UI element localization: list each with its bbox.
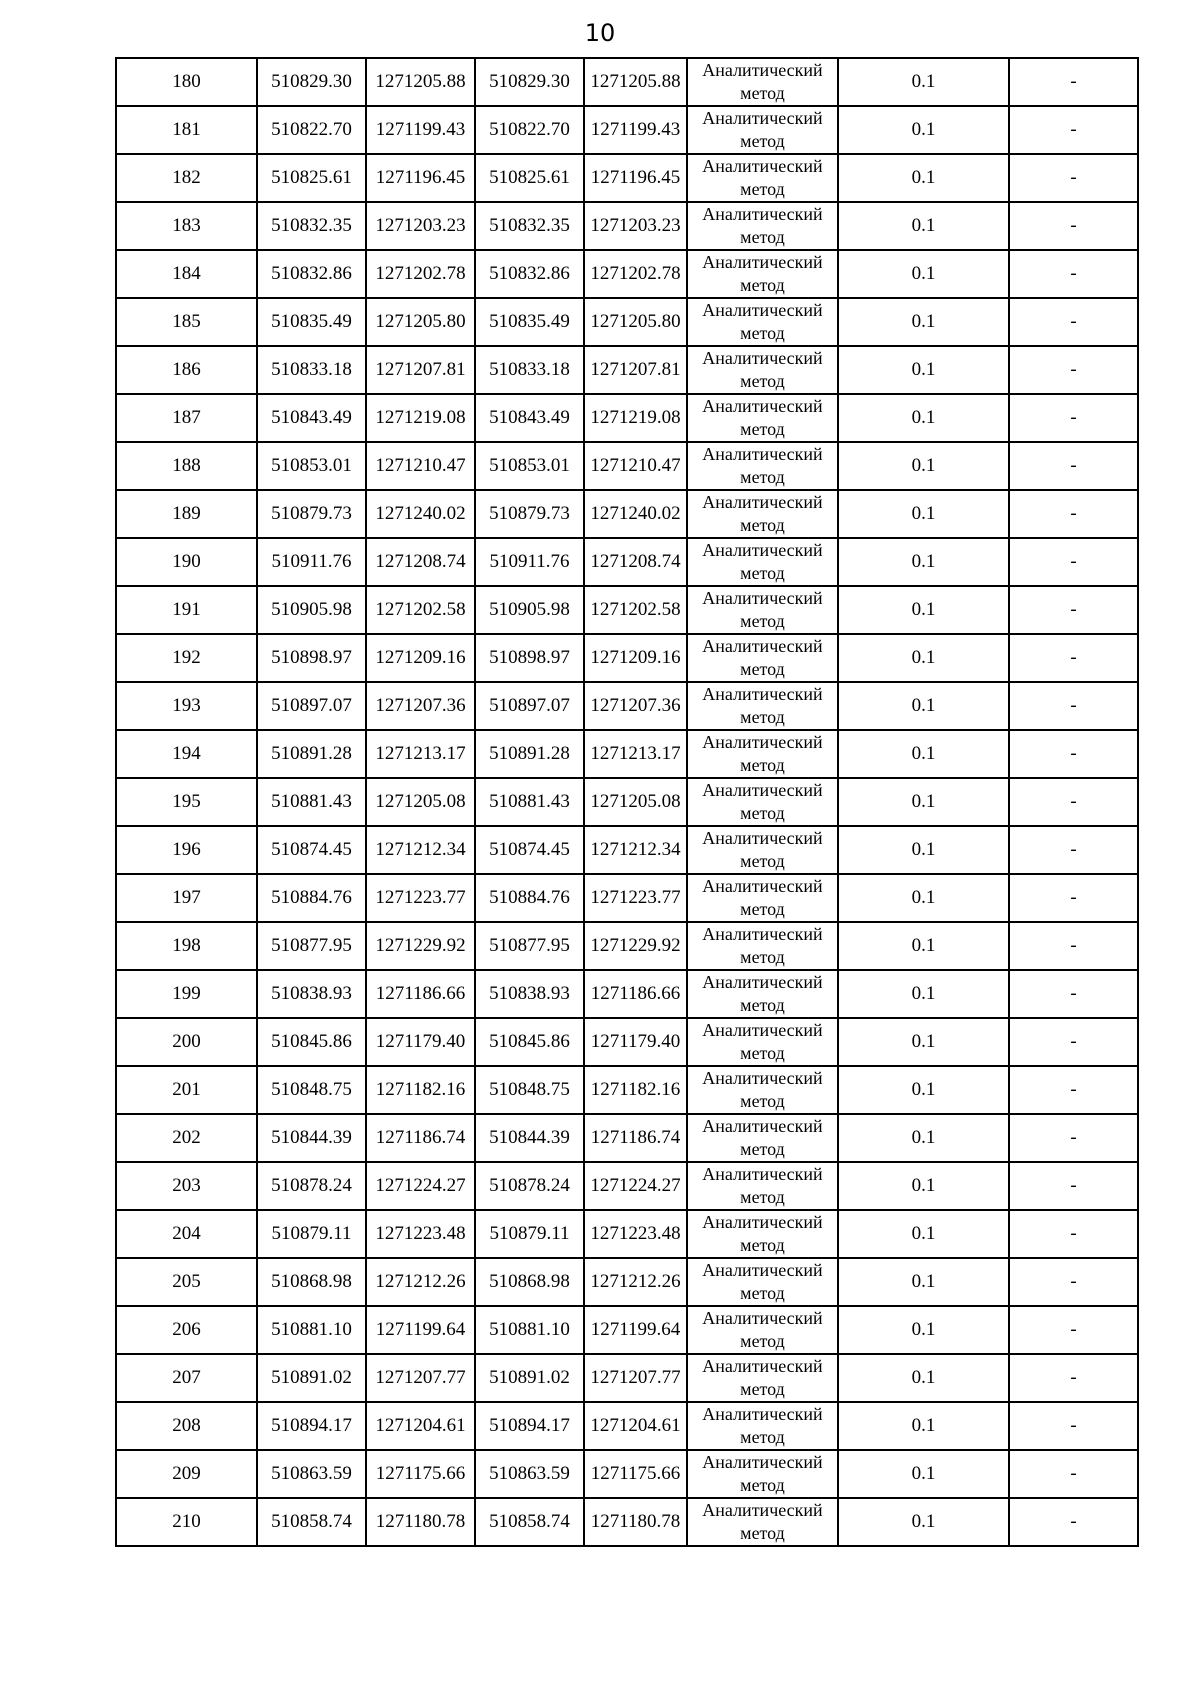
table-row — [116, 970, 1138, 1018]
method-cell: Аналитический метод — [687, 106, 838, 154]
method-cell: Аналитический метод — [687, 1018, 838, 1066]
x-existing-cell: 510822.70 — [257, 106, 366, 154]
point-number-cell: 189 — [116, 490, 257, 538]
y-new-cell: 1271196.45 — [584, 154, 687, 202]
table-row — [116, 730, 1138, 778]
x-existing-cell: 510874.45 — [257, 826, 366, 874]
coordinates-table — [115, 57, 1139, 1547]
y-new-cell: 1271186.66 — [584, 970, 687, 1018]
y-existing-cell: 1271212.26 — [366, 1258, 475, 1306]
accuracy-cell: 0.1 — [838, 346, 1009, 394]
accuracy-cell: 0.1 — [838, 394, 1009, 442]
y-existing-cell: 1271205.08 — [366, 778, 475, 826]
note-cell: - — [1009, 1018, 1138, 1066]
y-existing-cell: 1271208.74 — [366, 538, 475, 586]
method-cell: Аналитический метод — [687, 1114, 838, 1162]
method-cell: Аналитический метод — [687, 634, 838, 682]
x-new-cell: 510891.02 — [475, 1354, 584, 1402]
y-new-cell: 1271180.78 — [584, 1498, 687, 1546]
point-number-cell: 196 — [116, 826, 257, 874]
table-row — [116, 394, 1138, 442]
x-existing-cell: 510881.10 — [257, 1306, 366, 1354]
method-cell: Аналитический метод — [687, 490, 838, 538]
table-row — [116, 874, 1138, 922]
x-existing-cell: 510845.86 — [257, 1018, 366, 1066]
y-existing-cell: 1271207.36 — [366, 682, 475, 730]
table-row — [116, 202, 1138, 250]
table-row — [116, 1018, 1138, 1066]
table-row — [116, 1210, 1138, 1258]
accuracy-cell: 0.1 — [838, 730, 1009, 778]
y-existing-cell: 1271202.58 — [366, 586, 475, 634]
accuracy-cell: 0.1 — [838, 1210, 1009, 1258]
x-new-cell: 510868.98 — [475, 1258, 584, 1306]
x-existing-cell: 510898.97 — [257, 634, 366, 682]
note-cell: - — [1009, 1210, 1138, 1258]
y-existing-cell: 1271224.27 — [366, 1162, 475, 1210]
note-cell: - — [1009, 298, 1138, 346]
y-new-cell: 1271224.27 — [584, 1162, 687, 1210]
note-cell: - — [1009, 634, 1138, 682]
x-new-cell: 510911.76 — [475, 538, 584, 586]
y-existing-cell: 1271240.02 — [366, 490, 475, 538]
x-existing-cell: 510891.28 — [257, 730, 366, 778]
point-number-cell: 195 — [116, 778, 257, 826]
x-new-cell: 510832.86 — [475, 250, 584, 298]
accuracy-cell: 0.1 — [838, 1114, 1009, 1162]
y-new-cell: 1271205.88 — [584, 58, 687, 106]
y-existing-cell: 1271205.88 — [366, 58, 475, 106]
point-number-cell: 203 — [116, 1162, 257, 1210]
note-cell: - — [1009, 1306, 1138, 1354]
x-new-cell: 510881.10 — [475, 1306, 584, 1354]
page-number: 10 — [584, 19, 616, 47]
note-cell: - — [1009, 682, 1138, 730]
accuracy-cell: 0.1 — [838, 682, 1009, 730]
x-existing-cell: 510897.07 — [257, 682, 366, 730]
x-existing-cell: 510835.49 — [257, 298, 366, 346]
accuracy-cell: 0.1 — [838, 922, 1009, 970]
x-existing-cell: 510829.30 — [257, 58, 366, 106]
x-new-cell: 510897.07 — [475, 682, 584, 730]
y-new-cell: 1271202.78 — [584, 250, 687, 298]
x-new-cell: 510879.11 — [475, 1210, 584, 1258]
accuracy-cell: 0.1 — [838, 442, 1009, 490]
accuracy-cell: 0.1 — [838, 1258, 1009, 1306]
y-existing-cell: 1271209.16 — [366, 634, 475, 682]
y-new-cell: 1271207.81 — [584, 346, 687, 394]
y-new-cell: 1271199.64 — [584, 1306, 687, 1354]
x-existing-cell: 510911.76 — [257, 538, 366, 586]
note-cell: - — [1009, 1450, 1138, 1498]
note-cell: - — [1009, 730, 1138, 778]
y-existing-cell: 1271186.66 — [366, 970, 475, 1018]
accuracy-cell: 0.1 — [838, 250, 1009, 298]
table-row — [116, 346, 1138, 394]
point-number-cell: 182 — [116, 154, 257, 202]
x-new-cell: 510838.93 — [475, 970, 584, 1018]
y-new-cell: 1271202.58 — [584, 586, 687, 634]
note-cell: - — [1009, 154, 1138, 202]
x-existing-cell: 510848.75 — [257, 1066, 366, 1114]
accuracy-cell: 0.1 — [838, 634, 1009, 682]
y-existing-cell: 1271175.66 — [366, 1450, 475, 1498]
x-new-cell: 510863.59 — [475, 1450, 584, 1498]
accuracy-cell: 0.1 — [838, 538, 1009, 586]
point-number-cell: 183 — [116, 202, 257, 250]
y-new-cell: 1271203.23 — [584, 202, 687, 250]
table-row — [116, 1258, 1138, 1306]
accuracy-cell: 0.1 — [838, 1450, 1009, 1498]
x-existing-cell: 510858.74 — [257, 1498, 366, 1546]
y-new-cell: 1271210.47 — [584, 442, 687, 490]
note-cell: - — [1009, 538, 1138, 586]
table-body — [116, 58, 1138, 1546]
method-cell: Аналитический метод — [687, 346, 838, 394]
x-new-cell: 510884.76 — [475, 874, 584, 922]
accuracy-cell: 0.1 — [838, 586, 1009, 634]
method-cell: Аналитический метод — [687, 778, 838, 826]
accuracy-cell: 0.1 — [838, 154, 1009, 202]
y-existing-cell: 1271182.16 — [366, 1066, 475, 1114]
x-existing-cell: 510825.61 — [257, 154, 366, 202]
x-new-cell: 510843.49 — [475, 394, 584, 442]
x-new-cell: 510881.43 — [475, 778, 584, 826]
note-cell: - — [1009, 874, 1138, 922]
note-cell: - — [1009, 1498, 1138, 1546]
table-row — [116, 58, 1138, 106]
table-row — [116, 1162, 1138, 1210]
method-cell: Аналитический метод — [687, 682, 838, 730]
point-number-cell: 198 — [116, 922, 257, 970]
note-cell: - — [1009, 1258, 1138, 1306]
note-cell: - — [1009, 778, 1138, 826]
x-existing-cell: 510884.76 — [257, 874, 366, 922]
accuracy-cell: 0.1 — [838, 298, 1009, 346]
accuracy-cell: 0.1 — [838, 826, 1009, 874]
x-new-cell: 510825.61 — [475, 154, 584, 202]
x-existing-cell: 510891.02 — [257, 1354, 366, 1402]
x-new-cell: 510894.17 — [475, 1402, 584, 1450]
table-row — [116, 778, 1138, 826]
table-row — [116, 1498, 1138, 1546]
point-number-cell: 200 — [116, 1018, 257, 1066]
point-number-cell: 197 — [116, 874, 257, 922]
x-existing-cell: 510853.01 — [257, 442, 366, 490]
x-new-cell: 510853.01 — [475, 442, 584, 490]
table-row — [116, 1354, 1138, 1402]
y-existing-cell: 1271186.74 — [366, 1114, 475, 1162]
point-number-cell: 191 — [116, 586, 257, 634]
point-number-cell: 181 — [116, 106, 257, 154]
x-existing-cell: 510878.24 — [257, 1162, 366, 1210]
note-cell: - — [1009, 106, 1138, 154]
point-number-cell: 180 — [116, 58, 257, 106]
y-new-cell: 1271212.34 — [584, 826, 687, 874]
point-number-cell: 190 — [116, 538, 257, 586]
method-cell: Аналитический метод — [687, 1498, 838, 1546]
y-existing-cell: 1271205.80 — [366, 298, 475, 346]
x-new-cell: 510898.97 — [475, 634, 584, 682]
x-existing-cell: 510879.73 — [257, 490, 366, 538]
x-existing-cell: 510879.11 — [257, 1210, 366, 1258]
note-cell: - — [1009, 1114, 1138, 1162]
x-new-cell: 510879.73 — [475, 490, 584, 538]
x-existing-cell: 510844.39 — [257, 1114, 366, 1162]
point-number-cell: 210 — [116, 1498, 257, 1546]
y-new-cell: 1271209.16 — [584, 634, 687, 682]
note-cell: - — [1009, 922, 1138, 970]
y-new-cell: 1271212.26 — [584, 1258, 687, 1306]
accuracy-cell: 0.1 — [838, 202, 1009, 250]
x-new-cell: 510844.39 — [475, 1114, 584, 1162]
table-row — [116, 538, 1138, 586]
point-number-cell: 188 — [116, 442, 257, 490]
accuracy-cell: 0.1 — [838, 1402, 1009, 1450]
y-new-cell: 1271240.02 — [584, 490, 687, 538]
y-existing-cell: 1271180.78 — [366, 1498, 475, 1546]
y-new-cell: 1271223.48 — [584, 1210, 687, 1258]
x-existing-cell: 510905.98 — [257, 586, 366, 634]
y-new-cell: 1271199.43 — [584, 106, 687, 154]
point-number-cell: 192 — [116, 634, 257, 682]
table-row — [116, 1114, 1138, 1162]
point-number-cell: 193 — [116, 682, 257, 730]
table-row — [116, 1066, 1138, 1114]
x-new-cell: 510833.18 — [475, 346, 584, 394]
x-new-cell: 510891.28 — [475, 730, 584, 778]
note-cell: - — [1009, 1162, 1138, 1210]
table-row — [116, 1402, 1138, 1450]
table-row — [116, 250, 1138, 298]
y-new-cell: 1271205.80 — [584, 298, 687, 346]
y-new-cell: 1271207.77 — [584, 1354, 687, 1402]
x-new-cell: 510858.74 — [475, 1498, 584, 1546]
table-row — [116, 922, 1138, 970]
y-existing-cell: 1271229.92 — [366, 922, 475, 970]
point-number-cell: 186 — [116, 346, 257, 394]
method-cell: Аналитический метод — [687, 442, 838, 490]
y-existing-cell: 1271210.47 — [366, 442, 475, 490]
x-existing-cell: 510877.95 — [257, 922, 366, 970]
table-row — [116, 826, 1138, 874]
note-cell: - — [1009, 1354, 1138, 1402]
y-existing-cell: 1271207.81 — [366, 346, 475, 394]
point-number-cell: 194 — [116, 730, 257, 778]
method-cell: Аналитический метод — [687, 1306, 838, 1354]
y-new-cell: 1271207.36 — [584, 682, 687, 730]
method-cell: Аналитический метод — [687, 874, 838, 922]
accuracy-cell: 0.1 — [838, 1066, 1009, 1114]
method-cell: Аналитический метод — [687, 1450, 838, 1498]
table-row — [116, 1306, 1138, 1354]
y-new-cell: 1271186.74 — [584, 1114, 687, 1162]
method-cell: Аналитический метод — [687, 1258, 838, 1306]
accuracy-cell: 0.1 — [838, 874, 1009, 922]
y-new-cell: 1271213.17 — [584, 730, 687, 778]
point-number-cell: 201 — [116, 1066, 257, 1114]
x-existing-cell: 510881.43 — [257, 778, 366, 826]
x-new-cell: 510829.30 — [475, 58, 584, 106]
table-row — [116, 634, 1138, 682]
point-number-cell: 202 — [116, 1114, 257, 1162]
x-new-cell: 510848.75 — [475, 1066, 584, 1114]
y-new-cell: 1271219.08 — [584, 394, 687, 442]
table-row — [116, 298, 1138, 346]
accuracy-cell: 0.1 — [838, 58, 1009, 106]
x-existing-cell: 510868.98 — [257, 1258, 366, 1306]
x-new-cell: 510878.24 — [475, 1162, 584, 1210]
method-cell: Аналитический метод — [687, 586, 838, 634]
note-cell: - — [1009, 442, 1138, 490]
method-cell: Аналитический метод — [687, 538, 838, 586]
point-number-cell: 185 — [116, 298, 257, 346]
method-cell: Аналитический метод — [687, 922, 838, 970]
x-new-cell: 510845.86 — [475, 1018, 584, 1066]
x-existing-cell: 510863.59 — [257, 1450, 366, 1498]
method-cell: Аналитический метод — [687, 394, 838, 442]
method-cell: Аналитический метод — [687, 202, 838, 250]
y-existing-cell: 1271203.23 — [366, 202, 475, 250]
table-row — [116, 490, 1138, 538]
y-existing-cell: 1271199.64 — [366, 1306, 475, 1354]
y-existing-cell: 1271196.45 — [366, 154, 475, 202]
note-cell: - — [1009, 58, 1138, 106]
note-cell: - — [1009, 490, 1138, 538]
method-cell: Аналитический метод — [687, 1210, 838, 1258]
x-new-cell: 510835.49 — [475, 298, 584, 346]
x-new-cell: 510877.95 — [475, 922, 584, 970]
method-cell: Аналитический метод — [687, 1066, 838, 1114]
point-number-cell: 199 — [116, 970, 257, 1018]
x-new-cell: 510905.98 — [475, 586, 584, 634]
y-existing-cell: 1271219.08 — [366, 394, 475, 442]
note-cell: - — [1009, 202, 1138, 250]
x-new-cell: 510822.70 — [475, 106, 584, 154]
note-cell: - — [1009, 394, 1138, 442]
accuracy-cell: 0.1 — [838, 1162, 1009, 1210]
y-new-cell: 1271229.92 — [584, 922, 687, 970]
x-existing-cell: 510832.86 — [257, 250, 366, 298]
note-cell: - — [1009, 346, 1138, 394]
method-cell: Аналитический метод — [687, 1354, 838, 1402]
x-new-cell: 510832.35 — [475, 202, 584, 250]
table-row — [116, 106, 1138, 154]
accuracy-cell: 0.1 — [838, 1354, 1009, 1402]
y-existing-cell: 1271223.48 — [366, 1210, 475, 1258]
table-row — [116, 1450, 1138, 1498]
note-cell: - — [1009, 1066, 1138, 1114]
y-existing-cell: 1271179.40 — [366, 1018, 475, 1066]
method-cell: Аналитический метод — [687, 58, 838, 106]
note-cell: - — [1009, 970, 1138, 1018]
accuracy-cell: 0.1 — [838, 1306, 1009, 1354]
x-existing-cell: 510832.35 — [257, 202, 366, 250]
point-number-cell: 204 — [116, 1210, 257, 1258]
point-number-cell: 187 — [116, 394, 257, 442]
method-cell: Аналитический метод — [687, 1162, 838, 1210]
method-cell: Аналитический метод — [687, 1402, 838, 1450]
x-existing-cell: 510833.18 — [257, 346, 366, 394]
point-number-cell: 206 — [116, 1306, 257, 1354]
y-new-cell: 1271182.16 — [584, 1066, 687, 1114]
note-cell: - — [1009, 1402, 1138, 1450]
accuracy-cell: 0.1 — [838, 490, 1009, 538]
method-cell: Аналитический метод — [687, 154, 838, 202]
accuracy-cell: 0.1 — [838, 778, 1009, 826]
point-number-cell: 207 — [116, 1354, 257, 1402]
note-cell: - — [1009, 826, 1138, 874]
method-cell: Аналитический метод — [687, 970, 838, 1018]
accuracy-cell: 0.1 — [838, 1018, 1009, 1066]
note-cell: - — [1009, 586, 1138, 634]
x-existing-cell: 510843.49 — [257, 394, 366, 442]
table-row — [116, 586, 1138, 634]
point-number-cell: 184 — [116, 250, 257, 298]
method-cell: Аналитический метод — [687, 250, 838, 298]
point-number-cell: 209 — [116, 1450, 257, 1498]
y-existing-cell: 1271223.77 — [366, 874, 475, 922]
y-new-cell: 1271175.66 — [584, 1450, 687, 1498]
note-cell: - — [1009, 250, 1138, 298]
method-cell: Аналитический метод — [687, 826, 838, 874]
table-row — [116, 154, 1138, 202]
y-existing-cell: 1271213.17 — [366, 730, 475, 778]
y-existing-cell: 1271207.77 — [366, 1354, 475, 1402]
method-cell: Аналитический метод — [687, 298, 838, 346]
x-new-cell: 510874.45 — [475, 826, 584, 874]
accuracy-cell: 0.1 — [838, 1498, 1009, 1546]
y-existing-cell: 1271202.78 — [366, 250, 475, 298]
y-new-cell: 1271208.74 — [584, 538, 687, 586]
accuracy-cell: 0.1 — [838, 970, 1009, 1018]
y-new-cell: 1271204.61 — [584, 1402, 687, 1450]
table-row — [116, 682, 1138, 730]
y-new-cell: 1271223.77 — [584, 874, 687, 922]
x-existing-cell: 510838.93 — [257, 970, 366, 1018]
table-row — [116, 442, 1138, 490]
point-number-cell: 208 — [116, 1402, 257, 1450]
method-cell: Аналитический метод — [687, 730, 838, 778]
y-new-cell: 1271205.08 — [584, 778, 687, 826]
x-existing-cell: 510894.17 — [257, 1402, 366, 1450]
y-new-cell: 1271179.40 — [584, 1018, 687, 1066]
accuracy-cell: 0.1 — [838, 106, 1009, 154]
point-number-cell: 205 — [116, 1258, 257, 1306]
y-existing-cell: 1271199.43 — [366, 106, 475, 154]
y-existing-cell: 1271204.61 — [366, 1402, 475, 1450]
y-existing-cell: 1271212.34 — [366, 826, 475, 874]
